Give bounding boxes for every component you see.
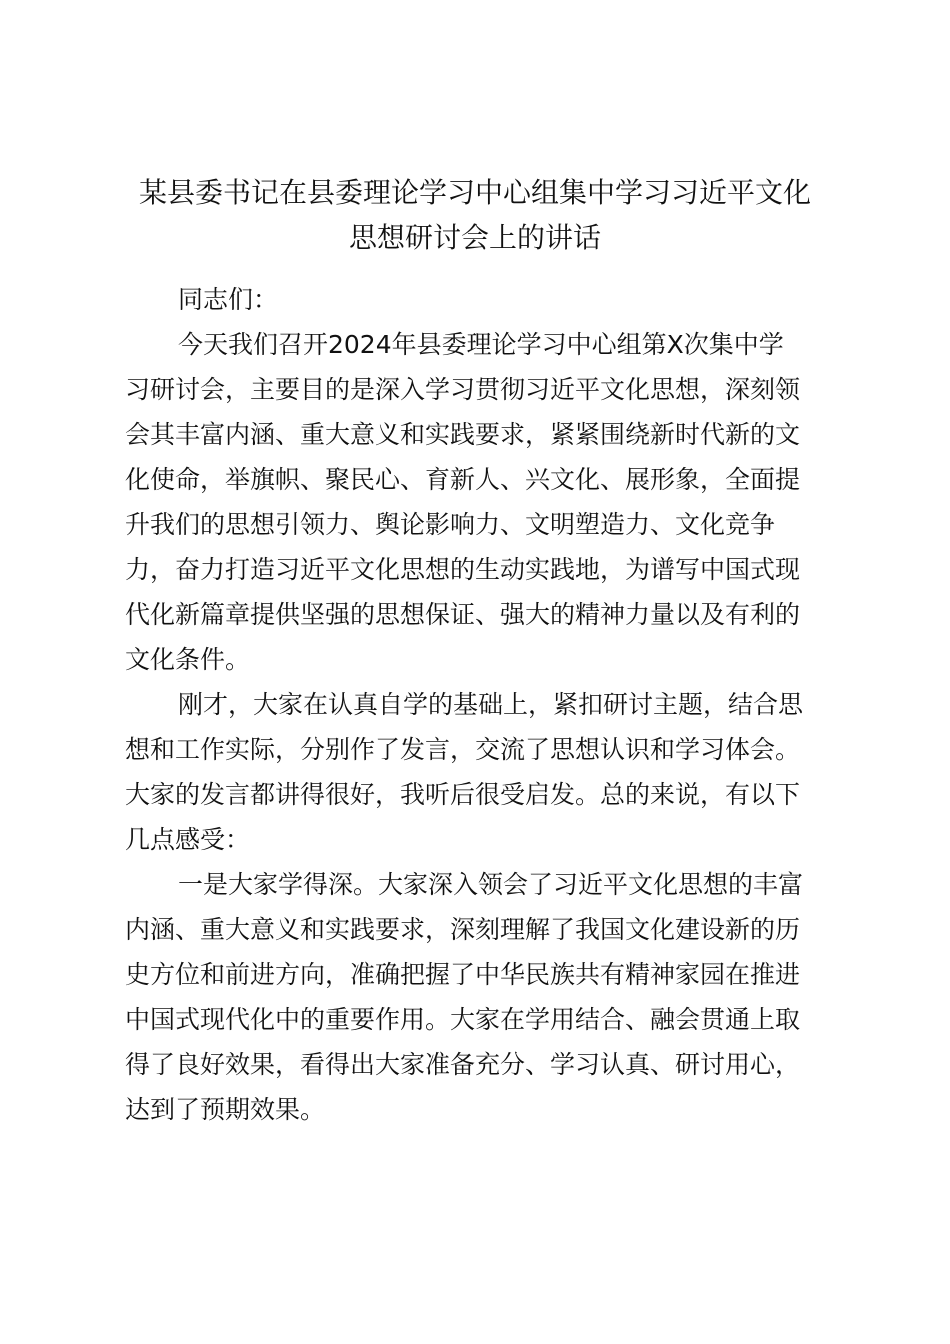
paragraph-3	[125, 862, 825, 1132]
paragraph-line: 文化条件。	[125, 645, 251, 674]
paragraph-line: 习研讨会，主要目的是深入学习贯彻习近平文化思想，深刻领	[125, 375, 801, 404]
document-title	[125, 170, 825, 260]
paragraph-line: 内涵、重大意义和实践要求，深刻理解了我国文化建设新的历	[125, 915, 801, 944]
paragraph-line: 刚才，大家在认真自学的基础上，紧扣研讨主题，结合思	[178, 690, 804, 719]
paragraph-line: 想和工作实际，分别作了发言，交流了思想认识和学习体会。	[125, 735, 801, 764]
title-line-2: 思想研讨会上的讲话	[348, 221, 601, 254]
paragraph-line: 几点感受：	[125, 825, 251, 854]
paragraph-line: 达到了预期效果。	[125, 1095, 326, 1124]
paragraph-line: 中国式现代化中的重要作用。大家在学用结合、融会贯通上取	[125, 1005, 801, 1034]
paragraph-line: 大家的发言都讲得很好，我听后很受启发。总的来说，有以下	[125, 780, 801, 809]
paragraph-line: 力，奋力打造习近平文化思想的生动实践地，为谱写中国式现	[125, 555, 801, 584]
paragraph-line: 化使命，举旗帜、聚民心、育新人、兴文化、展形象，全面提	[125, 465, 801, 494]
paragraph-line: 一是大家学得深。大家深入领会了习近平文化思想的丰富	[178, 870, 804, 899]
paragraph-line: 今天我们召开2024年县委理论学习中心组第X次集中学	[178, 330, 784, 359]
title-line-1: 某县委书记在县委理论学习中心组集中学习习近平文化	[138, 176, 811, 209]
paragraph-line: 会其丰富内涵、重大意义和实践要求，紧紧围绕新时代新的文	[125, 420, 801, 449]
paragraph-line: 得了良好效果，看得出大家准备充分、学习认真、研讨用心，	[125, 1050, 801, 1079]
document-body	[125, 277, 825, 1132]
paragraph-2	[125, 682, 825, 862]
paragraph-line: 代化新篇章提供坚强的思想保证、强大的精神力量以及有利的	[125, 600, 801, 629]
paragraph-1	[125, 322, 825, 682]
paragraph-line: 升我们的思想引领力、舆论影响力、文明塑造力、文化竞争	[125, 510, 776, 539]
greeting: 同志们：	[178, 285, 279, 314]
paragraph-line: 史方位和前进方向，准确把握了中华民族共有精神家园在推进	[125, 960, 801, 989]
